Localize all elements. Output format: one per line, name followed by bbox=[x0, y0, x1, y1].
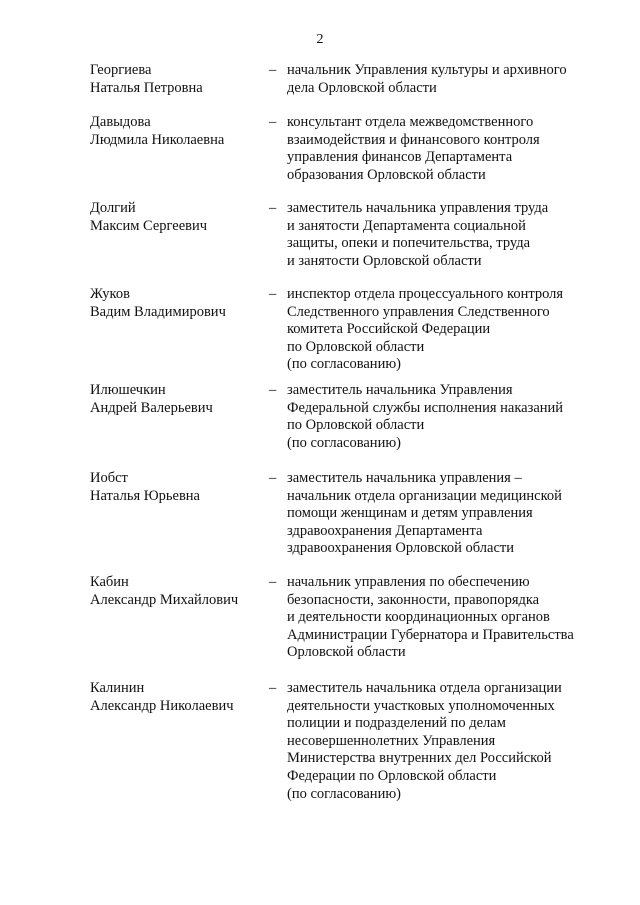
member-name bbox=[90, 200, 265, 235]
position-line: безопасности, законности, правопорядка bbox=[287, 591, 540, 608]
member-surname: Илюшечкин bbox=[90, 382, 166, 398]
position-line: и деятельности координационных органов bbox=[287, 609, 550, 626]
position-line: (по согласованию) bbox=[287, 785, 401, 802]
member-entry bbox=[0, 574, 640, 661]
position-line: заместитель начальника отдела организации bbox=[287, 680, 562, 696]
dash-separator: – bbox=[269, 200, 277, 216]
member-surname: Георгиева bbox=[90, 62, 152, 78]
member-given-names: Максим Сергеевич bbox=[90, 217, 208, 234]
position-line: (по согласованию) bbox=[287, 356, 401, 373]
member-position bbox=[287, 470, 617, 558]
position-line: по Орловской области bbox=[287, 417, 425, 434]
member-surname: Кабин bbox=[90, 574, 129, 590]
member-surname: Калинин bbox=[90, 680, 145, 696]
position-line: и занятости Орловской области bbox=[287, 252, 482, 269]
member-name bbox=[90, 574, 265, 609]
position-line: деятельности участковых уполномоченных bbox=[287, 697, 555, 714]
position-line: несовершеннолетних Управления bbox=[287, 732, 496, 749]
position-line: Орловской области bbox=[287, 644, 406, 661]
member-name bbox=[90, 680, 265, 715]
member-surname: Давыдова bbox=[90, 114, 151, 130]
member-entry bbox=[0, 470, 640, 557]
position-line: дела Орловской области bbox=[287, 79, 437, 96]
dash-separator: – bbox=[269, 114, 277, 130]
position-line: образования Орловской области bbox=[287, 166, 486, 183]
dash-separator: – bbox=[269, 574, 277, 590]
position-line: начальник Управления культуры и архивного bbox=[287, 62, 567, 78]
position-line: Министерства внутренних дел Российской bbox=[287, 750, 552, 767]
position-line: управления финансов Департамента bbox=[287, 149, 513, 166]
position-line: заместитель начальника управления труда bbox=[287, 200, 549, 216]
dash-separator: – bbox=[269, 470, 277, 486]
member-surname: Иобст bbox=[90, 470, 128, 486]
position-line: помощи женщинам и детям управления bbox=[287, 505, 533, 522]
member-position bbox=[287, 114, 617, 184]
position-line: взаимодействия и финансового контроля bbox=[287, 131, 540, 148]
position-line: заместитель начальника управления – bbox=[287, 470, 522, 486]
member-name bbox=[90, 114, 265, 149]
member-position bbox=[287, 200, 617, 270]
member-given-names: Людмила Николаевна bbox=[90, 131, 225, 148]
dash-separator: – bbox=[269, 62, 277, 78]
member-given-names: Андрей Валерьевич bbox=[90, 399, 213, 416]
member-given-names: Вадим Владимирович bbox=[90, 303, 226, 320]
member-entry bbox=[0, 382, 640, 451]
dash-separator: – bbox=[269, 286, 277, 302]
member-name bbox=[90, 382, 265, 417]
position-line: консультант отдела межведомственного bbox=[287, 114, 534, 130]
position-line: здравоохранения Департамента bbox=[287, 522, 483, 539]
member-name bbox=[90, 286, 265, 321]
position-line: Федеральной службы исполнения наказаний bbox=[287, 399, 564, 416]
member-name bbox=[90, 62, 265, 97]
member-position bbox=[287, 62, 617, 97]
position-line: Следственного управления Следственного bbox=[287, 303, 550, 320]
dash-separator: – bbox=[269, 680, 277, 696]
position-line: и занятости Департамента социальной bbox=[287, 217, 526, 234]
position-line: (по согласованию) bbox=[287, 434, 401, 451]
position-line: комитета Российской Федерации bbox=[287, 321, 491, 338]
position-line: начальник отдела организации медицинской bbox=[287, 487, 562, 504]
position-line: защиты, опеки и попечительства, труда bbox=[287, 235, 531, 252]
position-line: Федерации по Орловской области bbox=[287, 767, 497, 784]
position-line: Администрации Губернатора и Правительства bbox=[287, 626, 574, 643]
position-line: по Орловской области bbox=[287, 338, 425, 355]
member-position bbox=[287, 286, 617, 374]
member-entry bbox=[0, 680, 640, 802]
member-position bbox=[287, 680, 617, 803]
member-surname: Жуков bbox=[90, 286, 130, 302]
member-entry bbox=[0, 200, 640, 269]
position-line: полиции и подразделений по делам bbox=[287, 715, 506, 732]
member-position bbox=[287, 574, 617, 662]
member-given-names: Александр Николаевич bbox=[90, 697, 234, 714]
member-surname: Долгий bbox=[90, 200, 136, 216]
member-given-names: Наталья Юрьевна bbox=[90, 487, 200, 504]
dash-separator: – bbox=[269, 382, 277, 398]
page-number: 2 bbox=[316, 32, 324, 47]
member-entry bbox=[0, 62, 640, 96]
position-line: заместитель начальника Управления bbox=[287, 382, 513, 398]
position-line: инспектор отдела процессуального контроля bbox=[287, 286, 564, 302]
member-name bbox=[90, 470, 265, 505]
member-entry bbox=[0, 114, 640, 183]
member-given-names: Александр Михайлович bbox=[90, 591, 239, 608]
member-position bbox=[287, 382, 617, 452]
member-entry bbox=[0, 286, 640, 373]
position-line: здравоохранения Орловской области bbox=[287, 540, 514, 557]
member-given-names: Наталья Петровна bbox=[90, 79, 203, 96]
position-line: начальник управления по обеспечению bbox=[287, 574, 530, 590]
